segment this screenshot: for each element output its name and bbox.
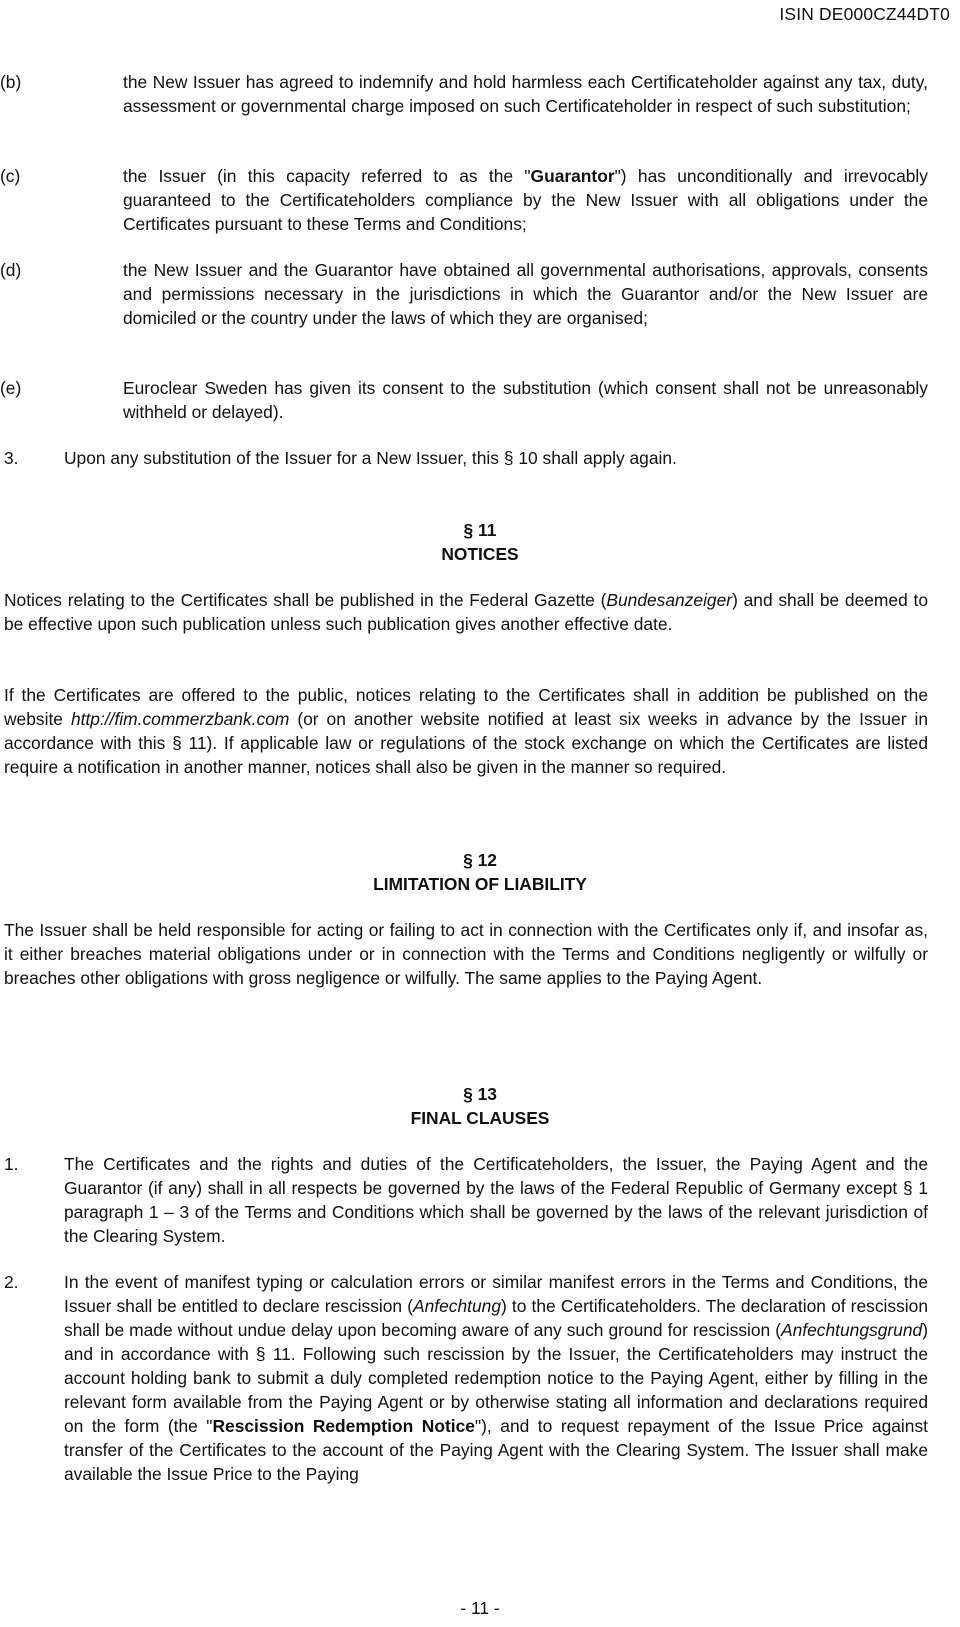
section-11-title: NOTICES	[441, 544, 519, 564]
section-12-paragraph: The Issuer shall be held responsible for acting or failing to act in connection with the Certificates only if, and insofar as, it either breaches material obligations under or in connection with the Terms and Conditions negligently or wilfully or breaches other obligations with gross negligence or wilfully. The same applies to the Paying Agent.	[4, 920, 928, 988]
final-clause-2	[4, 1270, 928, 1486]
clause-text: the Issuer (in this capacity referred to as the "Guarantor") has unconditionally and irrevocably guaranteed to the Certificateholders compliance by the New Issuer with all obligations under the Certificates pursuant to these Terms and Conditions;	[123, 166, 928, 234]
clause-text: the New Issuer has agreed to indemnify and hold harmless each Certificateholder against any tax, duty, assessment or governmental charge imposed on such Certificateholder in respect of such substitution;	[123, 72, 928, 116]
section-12-number: § 12	[463, 850, 497, 870]
section-11-number: § 11	[463, 520, 497, 540]
section-13-title: FINAL CLAUSES	[410, 1108, 550, 1128]
isin-header: ISIN DE000CZ44DT0	[779, 4, 950, 24]
clause-marker: (b)	[0, 72, 22, 92]
clause-marker: (e)	[0, 378, 22, 398]
defined-term: Guarantor	[530, 166, 615, 186]
clause-e	[0, 376, 928, 424]
section-12-title: LIMITATION OF LIABILITY	[373, 874, 587, 894]
clause-marker: (d)	[0, 260, 22, 280]
section-13-number: § 13	[463, 1084, 497, 1104]
paragraph-number: 3.	[4, 448, 19, 468]
final-clause-1	[4, 1152, 928, 1248]
section-11-paragraph-1: Notices relating to the Certificates shall be published in the Federal Gazette (Bundesanzeiger) and shall be deemed to be effective upon such publication unless such publication gives another effective date.	[4, 590, 928, 634]
clause-marker: (c)	[0, 166, 21, 186]
clause-text: The Certificates and the rights and duties of the Certificateholders, the Issuer, the Paying Agent and the Guarantor (if any) shall in all respects be governed by the laws of the Federal Republic of Germany except § 1 paragraph 1 – 3 of the Terms and Conditions which shall be governed by the laws of the relevant jurisdiction of the Clearing System.	[64, 1154, 928, 1246]
clause-b	[0, 70, 928, 118]
clause-text: In the event of manifest typing or calculation errors or similar manifest errors in the Terms and Conditions, the Issuer shall be entitled to declare rescission (Anfechtung) to the Certificateholders. The declaration of rescission shall be made without undue delay upon becoming aware of any such ground for rescission (Anfechtungsgrund) and in accordance with § 11. Following such rescission by the Issuer, the Certificateholders may instruct the account holding bank to submit a duly completed redemption notice to the Paying Agent, either by filling in the relevant form available from the Paying Agent or by otherwise stating all information and declarations required on the form (the "Rescission Redemption Notice"), and to request repayment of the Issue Price against transfer of the Certificates to the account of the Paying Agent with the Clearing System. The Issuer shall make available the Issue Price to the Paying	[64, 1272, 928, 1484]
clause-d	[0, 258, 928, 330]
paragraph-text: Upon any substitution of the Issuer for a New Issuer, this § 10 shall apply again.	[64, 448, 677, 468]
defined-term: Rescission Redemption Notice	[212, 1416, 475, 1436]
clause-text: Euroclear Sweden has given its consent to the substitution (which consent shall not be unreasonably withheld or delayed).	[123, 378, 928, 422]
clause-text: the New Issuer and the Guarantor have obtained all governmental authorisations, approvals, consents and permissions necessary in the jurisdictions in which the Guarantor and/or the New Issuer are domiciled or the country under the laws of which they are organised;	[123, 260, 928, 328]
clause-c	[0, 164, 928, 236]
paragraph-3	[4, 446, 928, 470]
clause-number: 1.	[4, 1154, 19, 1174]
website-link: http://fim.commerzbank.com	[70, 709, 290, 729]
clause-number: 2.	[4, 1272, 19, 1292]
page-number: - 11 -	[460, 1598, 500, 1618]
section-11-paragraph-2: If the Certificates are offered to the public, notices relating to the Certificates shall in addition be published on the website http://fim.commerzbank.com (or on another website notified at least six weeks in advance by the Issuer in accordance with this § 11). If applicable law or regulations of the stock exchange on which the Certificates are listed require a notification in another manner, notices shall also be given in the manner so required.	[4, 685, 928, 777]
